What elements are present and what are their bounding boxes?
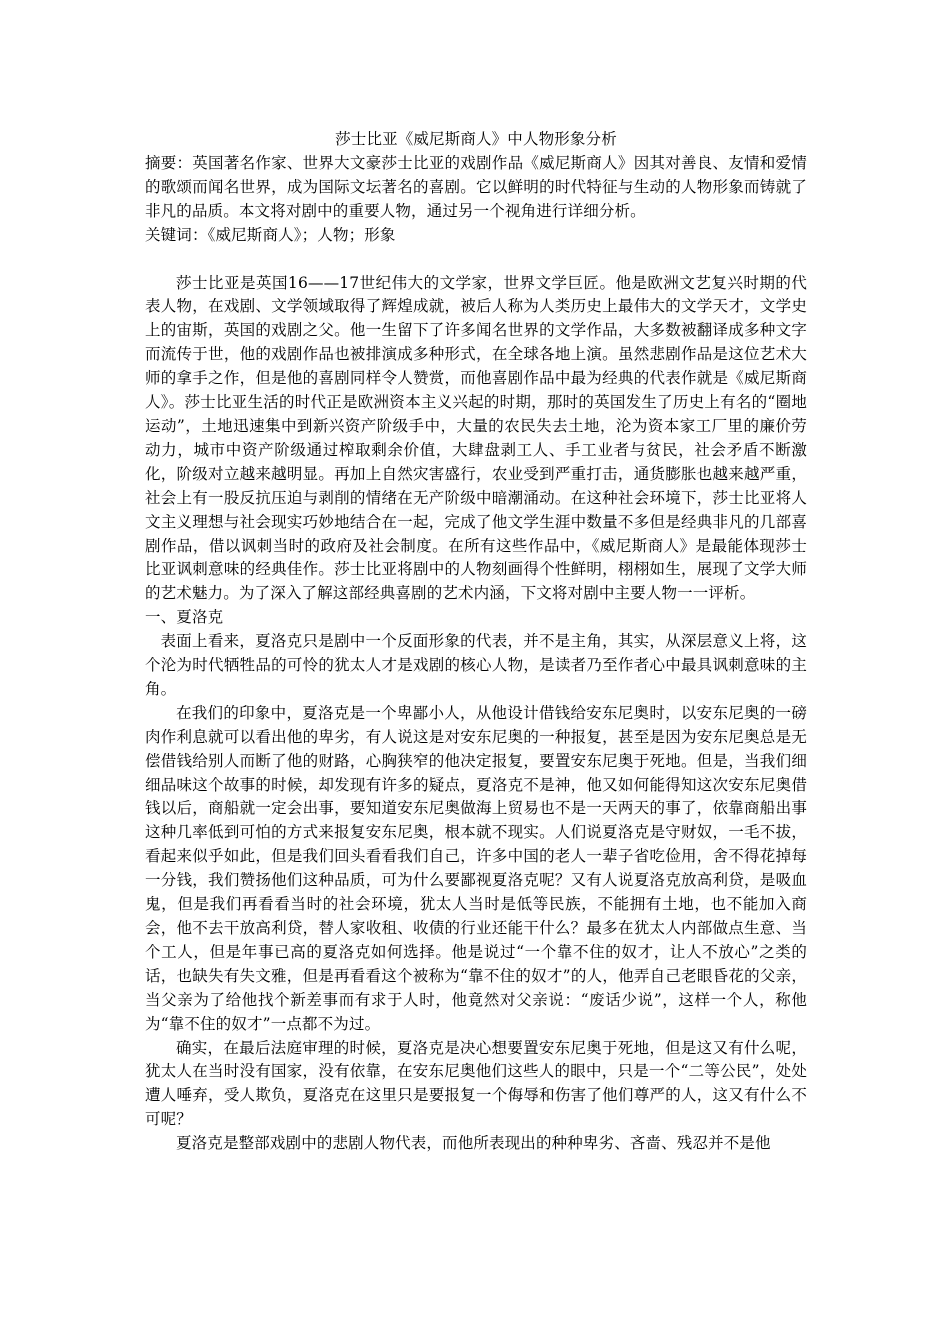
body-paragraph: 在我们的印象中，夏洛克是一个卑鄙小人，从他设计借钱给安东尼奥时，以安东尼奥的一磅肉作利息就可以看出他的卑劣，有人说这是对安东尼奥的一种报复，甚至是因为安东尼奥总是无偿借钱给别人而断了他的财路，心胸狭窄的他决定报复，要置安东尼奥于死地。但是，当我们细细品味这个故事的时候，却发现有许多的疑点，夏洛克不是神，他又如何能得知这次安东尼奥借钱以后，商船就一定会出事，要知道安东尼奥做海上贸易也不是一天两天的事了，依靠商船出事这种几率低到可怕的方式来报复安东尼奥，根本就不现实。人们说夏洛克是守财奴，一毛不拔，看起来似乎如此，但是我们回头看看我们自己，许多中国的老人一辈子省吃俭用，舍不得花掉每一分钱，我们赞扬他们这种品质，可为什么要鄙视夏洛克呢？又有人说夏洛克放高利贷，是吸血鬼，但是我们再看看当时的社会环境，犹太人当时是低等民族，不能拥有土地，也不能加入商会，他不去干放高利贷，替人家收租、收债的行业还能干什么？最多在犹太人内部做点生意、当个工人，但是年事已高的夏洛克如何选择。他是说过“一个靠不住的奴才，让人不放心”之类的话，也缺失有失文雅，但是再看看这个被称为“靠不住的奴才”的人，他弄自己老眼昏花的父亲，当父亲为了给他找个新差事而有求于人时，他竟然对父亲说：“废话少说”，这样一个人，称他为“靠不住的奴才”一点都不为过。 (145, 703, 807, 1033)
blank-line (145, 248, 807, 272)
section-heading: 一、夏洛克 (145, 608, 224, 627)
body-paragraph: 表面上看来，夏洛克只是剧中一个反面形象的代表，并不是主角，其实，从深层意义上将，这个沦为时代牺牲品的可怜的犹太人才是戏剧的核心人物，是读者乃至作者心中最具讽刺意味的主角。 (145, 632, 807, 698)
intro-paragraph: 莎士比亚是英国16——17世纪伟大的文学家，世界文学巨匠。他是欧洲文艺复兴时期的代表人物，在戏剧、文学领域取得了辉煌成就，被后人称为人类历史上最伟大的文学天才，文学史上的宙斯，英国的戏剧之父。他一生留下了许多闻名世界的文学作品，大多数被翻译成多种文字而流传于世，他的戏剧作品也被排演成多种形式，在全球各地上演。虽然悲剧作品是这位艺术大师的拿手之作，但是他的喜剧同样令人赞赏，而他喜剧作品中最为经典的代表作就是《威尼斯商人》。莎士比亚生活的时代正是欧洲资本主义兴起的时期，那时的英国发生了历史上有名的“圈地运动”，土地迅速集中到新兴资产阶级手中，大量的农民失去土地，沦为资本家工厂里的廉价劳动力，城市中资产阶级通过榨取剩余价值，大肆盘剥工人、手工业者与贫民，社会矛盾不断激化，阶级对立越来越明显。再加上自然灾害盛行，农业受到严重打击，通货膨胀也越来越严重，社会上有一股反抗压迫与剥削的情绪在无产阶级中暗潮涌动。在这种社会环境下，莎士比亚将人文主义理想与社会现实巧妙地结合在一起，完成了他文学生涯中数量不多但是经典非凡的几部喜剧作品，借以讽刺当时的政府及社会制度。在所有这些作品中，《威尼斯商人》是最能体现莎士比亚讽刺意味的经典佳作。莎士比亚将剧中的人物刻画得个性鲜明，栩栩如生，展现了文学大师的艺术魅力。为了深入了解这部经典喜剧的艺术内涵，下文将对剧中主要人物一一评析。 (145, 273, 807, 603)
abstract-paragraph: 摘要：英国著名作家、世界大文豪莎士比亚的戏剧作品《威尼斯商人》因其对善良、友情和爱情的歌颂而闻名世界，成为国际文坛著名的喜剧。它以鲜明的时代特征与生动的人物形象而铸就了非凡的品质。本文将对剧中的重要人物，通过另一个视角进行详细分析。 (145, 153, 807, 220)
body-paragraph: 夏洛克是整部戏剧中的悲剧人物代表，而他所表现出的种种卑劣、吝啬、残忍并不是他 (176, 1134, 771, 1153)
document-body (145, 128, 807, 1156)
keywords-line: 关键词：《威尼斯商人》；人物；形象 (145, 225, 396, 244)
body-paragraph: 确实，在最后法庭审理的时候，夏洛克是决心想要置安东尼奥于死地，但是这又有什么呢，犹太人在当时没有国家，没有依靠，在安东尼奥他们这些人的眼中，只是一个“二等公民”，处处遭人唾弃，受人欺负，夏洛克在这里只是要报复一个侮辱和伤害了他们尊严的人，这又有什么不可呢？ (145, 1038, 807, 1129)
document-title: 莎士比亚《威尼斯商人》中人物形象分析 (335, 130, 617, 148)
